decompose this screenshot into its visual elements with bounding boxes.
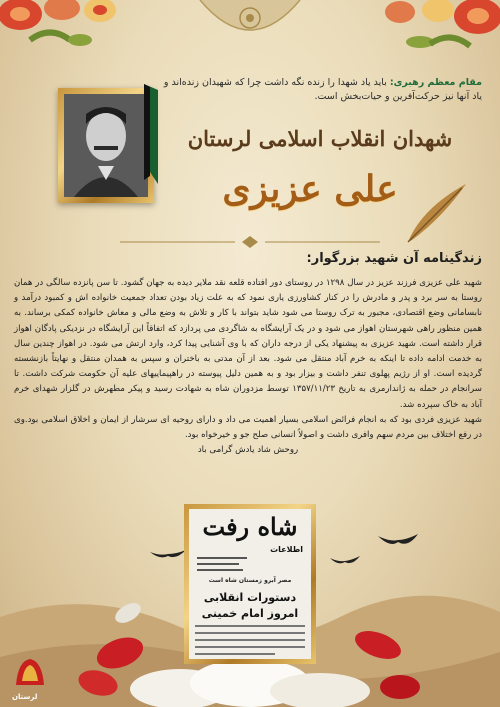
bird-icon	[378, 534, 418, 550]
ornamental-divider	[120, 236, 380, 248]
black-ribbon	[140, 84, 160, 184]
biography	[14, 276, 482, 458]
leader-quote	[152, 76, 482, 104]
logo-icon	[12, 655, 48, 695]
martyr-name: علی عزیزی	[222, 168, 398, 210]
quote-text: باید یاد شهدا را زنده نگه داشت چرا که شهیدان زنده‌اند و یاد آنها نیز حرکت‌آفرین و حیات‌بخش است.	[163, 77, 482, 102]
blessing-line: روحش شاد یادش گرامی باد	[197, 445, 299, 456]
newspaper-masthead: اطلاعات	[270, 545, 303, 554]
feather-icon	[402, 178, 472, 248]
bio-paragraph-1: شهید علی عزیزی فرزند عزیز در سال ۱۲۹۸ در روستای دور افتاده قلعه نقد ملایر دیده به جهان گشود. تا سن پانزده سالگی در همان روستا به سر برد و پدر و مادرش را در کنار کشاورزی یاری نمود که به علت زیاد بودن تعداد جمعیت خانواده اش و کمبود درآمد و نابسامانی وضع اقتصادی، مجبور به ترک روستا می شود شاید بتواند با کار و تلاش به وضع مالی و معاش خانواده کمکی برساند. به همین منظور راهی شهرستان اهواز می شود و در یک آرایشگاه به شاگردی می پردازد که اتفاقاً این آرایشگاه در نزدیکی پادگان اهواز قرار داشته است. شهید عزیزی به پیشنهاد یکی از درجه داران که با وی آشنایی پیدا کرد، وارد ارتش می شود. در اهواز چندین سال به خدمت ادامه داده تا اینکه به خرم آباد منتقل می شود. بعد از آن مدتی به باختران و سپس به همدان منتقل و نهایتاً بازنشسته گردیده است. او از رژیم پهلوی تنفر داشت و بیزار بود و به همین دلیل پیوسته در راهپیماییهای علیه آن حکومت شرکت داشت. تا سرانجام در حمله به ژاندارمری به تاریخ ۱۳۵۷/۱۱/۲۳ توسط مزدوران شاه به شهادت رسید و پیکر مطهرش در گلزار شهدای خرم آباد به خاک سپرده شد.	[14, 278, 482, 410]
poster-title: شهدان انقلاب اسلامی لرستان	[187, 126, 453, 151]
newspaper-subheadline-3: امروز امام خمینی	[201, 607, 299, 620]
newspaper-subheadline-2: دستورات انقلابی	[203, 591, 297, 604]
newspaper-frame	[184, 504, 316, 664]
logo-text: لرستان	[12, 693, 38, 701]
newspaper-text-lines	[197, 555, 247, 575]
bio-heading: زندگینامه آن شهید بزرگوار:	[306, 251, 482, 266]
ornament-decoration	[190, 0, 310, 50]
newspaper-headline: شاه رفت	[202, 512, 298, 541]
flowers-decoration-right	[360, 0, 500, 60]
newspaper-columns	[195, 625, 305, 655]
flowers-decoration-left	[0, 0, 140, 60]
quote-title: مقام معظم رهبری:	[389, 77, 482, 88]
bio-paragraph-2: شهید عزیزی فردی بود که به انجام فرائض اسلامی بسیار اهمیت می داد و دارای روحیه ای سرشار از ایمان و اخلاق اسلامی بود.وی در رفع اختلاف بین مردم سهم وافری داشت و اصولاً انسانی صلح جو و خیرخواه بود.	[14, 414, 482, 441]
newspaper-subheadline-1: مصر آبرو زمستان شاه است	[208, 577, 292, 584]
newspaper	[189, 509, 311, 659]
portrait-photo	[64, 94, 148, 197]
